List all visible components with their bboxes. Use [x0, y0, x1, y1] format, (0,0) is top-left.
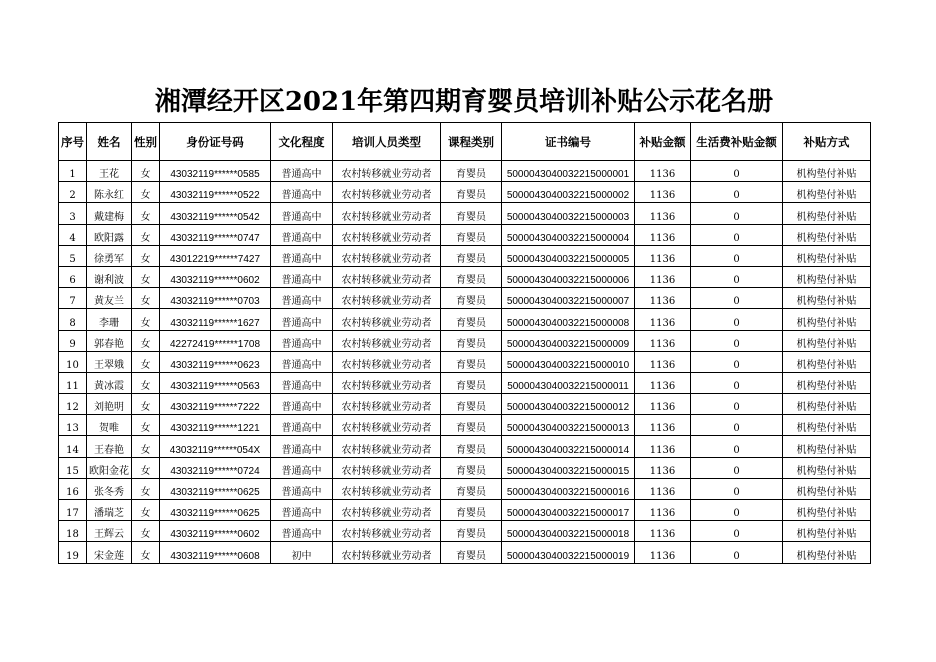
cell-id: 43032119******0625: [160, 500, 271, 521]
cell-trainee-type: 农村转移就业劳动者: [333, 245, 441, 266]
cell-seq: 6: [59, 266, 87, 287]
cell-name: 欧阳露: [87, 224, 132, 245]
cell-seq: 18: [59, 521, 87, 542]
cell-gender: 女: [132, 500, 160, 521]
cell-gender: 女: [132, 542, 160, 563]
cell-living: 0: [691, 415, 783, 436]
table-row: [59, 394, 871, 415]
header-education: 文化程度: [271, 123, 333, 161]
cell-trainee-type: 农村转移就业劳动者: [333, 457, 441, 478]
cell-method: 机构垫付补贴: [783, 542, 871, 563]
cell-method: 机构垫付补贴: [783, 478, 871, 499]
cell-living: 0: [691, 372, 783, 393]
table-row: [59, 478, 871, 499]
cell-trainee-type: 农村转移就业劳动者: [333, 415, 441, 436]
cell-seq: 3: [59, 203, 87, 224]
cell-method: 机构垫付补贴: [783, 351, 871, 372]
cell-method: 机构垫付补贴: [783, 203, 871, 224]
cell-subsidy: 1136: [635, 478, 691, 499]
cell-course: 育婴员: [441, 203, 502, 224]
cell-education: 普通高中: [271, 266, 333, 287]
cell-method: 机构垫付补贴: [783, 457, 871, 478]
cell-id: 43032119******7222: [160, 394, 271, 415]
header-row: [59, 123, 871, 161]
cell-trainee-type: 农村转移就业劳动者: [333, 351, 441, 372]
cell-seq: 15: [59, 457, 87, 478]
table-row: [59, 372, 871, 393]
cell-subsidy: 1136: [635, 309, 691, 330]
cell-living: 0: [691, 521, 783, 542]
cell-education: 普通高中: [271, 245, 333, 266]
cell-living: 0: [691, 436, 783, 457]
cell-name: 戴建梅: [87, 203, 132, 224]
cell-education: 普通高中: [271, 415, 333, 436]
cell-education: 普通高中: [271, 309, 333, 330]
header-trainee-type: 培训人员类型: [333, 123, 441, 161]
cell-cert: 5000043040032215000002: [502, 182, 635, 203]
cell-course: 育婴员: [441, 542, 502, 563]
cell-gender: 女: [132, 161, 160, 182]
cell-subsidy: 1136: [635, 394, 691, 415]
cell-name: 陈永红: [87, 182, 132, 203]
cell-living: 0: [691, 330, 783, 351]
cell-gender: 女: [132, 457, 160, 478]
header-gender: 性别: [132, 123, 160, 161]
cell-seq: 4: [59, 224, 87, 245]
cell-trainee-type: 农村转移就业劳动者: [333, 288, 441, 309]
cell-living: 0: [691, 478, 783, 499]
cell-gender: 女: [132, 224, 160, 245]
cell-trainee-type: 农村转移就业劳动者: [333, 521, 441, 542]
table-row: [59, 182, 871, 203]
cell-cert: 5000043040032215000011: [502, 372, 635, 393]
cell-method: 机构垫付补贴: [783, 372, 871, 393]
cell-living: 0: [691, 394, 783, 415]
cell-trainee-type: 农村转移就业劳动者: [333, 161, 441, 182]
header-name: 姓名: [87, 123, 132, 161]
table-row: [59, 500, 871, 521]
cell-living: 0: [691, 182, 783, 203]
table-row: [59, 415, 871, 436]
cell-method: 机构垫付补贴: [783, 245, 871, 266]
cell-seq: 12: [59, 394, 87, 415]
cell-seq: 10: [59, 351, 87, 372]
cell-living: 0: [691, 288, 783, 309]
cell-course: 育婴员: [441, 309, 502, 330]
table-row: [59, 330, 871, 351]
cell-seq: 5: [59, 245, 87, 266]
cell-trainee-type: 农村转移就业劳动者: [333, 224, 441, 245]
cell-trainee-type: 农村转移就业劳动者: [333, 203, 441, 224]
cell-name: 王辉云: [87, 521, 132, 542]
cell-id: 43032119******0602: [160, 521, 271, 542]
cell-cert: 5000043040032215000014: [502, 436, 635, 457]
cell-living: 0: [691, 245, 783, 266]
table-row: [59, 266, 871, 287]
cell-id: 43032119******0602: [160, 266, 271, 287]
cell-living: 0: [691, 351, 783, 372]
table-row: [59, 436, 871, 457]
header-id: 身份证号码: [160, 123, 271, 161]
cell-method: 机构垫付补贴: [783, 330, 871, 351]
cell-subsidy: 1136: [635, 372, 691, 393]
cell-method: 机构垫付补贴: [783, 309, 871, 330]
cell-method: 机构垫付补贴: [783, 224, 871, 245]
cell-name: 郭春艳: [87, 330, 132, 351]
cell-subsidy: 1136: [635, 182, 691, 203]
cell-method: 机构垫付补贴: [783, 415, 871, 436]
table-row: [59, 521, 871, 542]
cell-subsidy: 1136: [635, 224, 691, 245]
cell-education: 普通高中: [271, 478, 333, 499]
cell-cert: 5000043040032215000018: [502, 521, 635, 542]
table-row: [59, 457, 871, 478]
cell-subsidy: 1136: [635, 266, 691, 287]
cell-method: 机构垫付补贴: [783, 521, 871, 542]
cell-subsidy: 1136: [635, 203, 691, 224]
cell-education: 普通高中: [271, 394, 333, 415]
cell-course: 育婴员: [441, 224, 502, 245]
table-row: [59, 245, 871, 266]
cell-cert: 5000043040032215000010: [502, 351, 635, 372]
cell-subsidy: 1136: [635, 436, 691, 457]
table-row: [59, 351, 871, 372]
cell-id: 43032119******0563: [160, 372, 271, 393]
cell-seq: 11: [59, 372, 87, 393]
cell-name: 黄友兰: [87, 288, 132, 309]
cell-course: 育婴员: [441, 500, 502, 521]
table-row: [59, 542, 871, 563]
cell-subsidy: 1136: [635, 161, 691, 182]
cell-subsidy: 1136: [635, 500, 691, 521]
table-row: [59, 288, 871, 309]
cell-cert: 5000043040032215000019: [502, 542, 635, 563]
cell-living: 0: [691, 309, 783, 330]
table-row: [59, 203, 871, 224]
cell-method: 机构垫付补贴: [783, 394, 871, 415]
header-seq: 序号: [59, 123, 87, 161]
cell-course: 育婴员: [441, 330, 502, 351]
cell-name: 黄冰霞: [87, 372, 132, 393]
cell-gender: 女: [132, 372, 160, 393]
page-title: 湘潭经开区2021年第四期育婴员培训补贴公示花名册: [154, 87, 774, 117]
cell-name: 潘瑞芝: [87, 500, 132, 521]
cell-seq: 19: [59, 542, 87, 563]
cell-seq: 16: [59, 478, 87, 499]
cell-gender: 女: [132, 182, 160, 203]
cell-living: 0: [691, 266, 783, 287]
header-living: 生活费补贴金额: [691, 123, 783, 161]
cell-id: 42272419******1708: [160, 330, 271, 351]
cell-id: 43032119******0585: [160, 161, 271, 182]
cell-cert: 5000043040032215000003: [502, 203, 635, 224]
cell-trainee-type: 农村转移就业劳动者: [333, 266, 441, 287]
cell-gender: 女: [132, 351, 160, 372]
cell-course: 育婴员: [441, 521, 502, 542]
cell-id: 43032119******0608: [160, 542, 271, 563]
cell-living: 0: [691, 161, 783, 182]
cell-gender: 女: [132, 521, 160, 542]
cell-education: 普通高中: [271, 288, 333, 309]
cell-method: 机构垫付补贴: [783, 500, 871, 521]
cell-name: 谢利波: [87, 266, 132, 287]
cell-education: 普通高中: [271, 224, 333, 245]
cell-name: 王春艳: [87, 436, 132, 457]
cell-living: 0: [691, 500, 783, 521]
cell-education: 普通高中: [271, 182, 333, 203]
cell-id: 43032119******0522: [160, 182, 271, 203]
cell-gender: 女: [132, 330, 160, 351]
cell-trainee-type: 农村转移就业劳动者: [333, 500, 441, 521]
cell-cert: 5000043040032215000017: [502, 500, 635, 521]
cell-course: 育婴员: [441, 372, 502, 393]
cell-name: 刘艳明: [87, 394, 132, 415]
cell-seq: 9: [59, 330, 87, 351]
header-cert: 证书编号: [502, 123, 635, 161]
cell-education: 普通高中: [271, 457, 333, 478]
cell-course: 育婴员: [441, 182, 502, 203]
cell-gender: 女: [132, 245, 160, 266]
cell-method: 机构垫付补贴: [783, 182, 871, 203]
cell-education: 普通高中: [271, 330, 333, 351]
cell-gender: 女: [132, 288, 160, 309]
cell-course: 育婴员: [441, 457, 502, 478]
header-subsidy: 补贴金额: [635, 123, 691, 161]
cell-id: 43032119******1221: [160, 415, 271, 436]
roster-body: [59, 161, 871, 564]
cell-subsidy: 1136: [635, 245, 691, 266]
cell-id: 43032119******0542: [160, 203, 271, 224]
cell-course: 育婴员: [441, 394, 502, 415]
table-row: [59, 161, 871, 182]
cell-gender: 女: [132, 415, 160, 436]
cell-cert: 5000043040032215000015: [502, 457, 635, 478]
cell-gender: 女: [132, 203, 160, 224]
cell-cert: 5000043040032215000006: [502, 266, 635, 287]
cell-subsidy: 1136: [635, 415, 691, 436]
cell-subsidy: 1136: [635, 288, 691, 309]
cell-education: 普通高中: [271, 521, 333, 542]
cell-gender: 女: [132, 266, 160, 287]
cell-course: 育婴员: [441, 436, 502, 457]
cell-trainee-type: 农村转移就业劳动者: [333, 436, 441, 457]
cell-cert: 5000043040032215000001: [502, 161, 635, 182]
cell-id: 43032119******0747: [160, 224, 271, 245]
table-row: [59, 224, 871, 245]
cell-cert: 5000043040032215000008: [502, 309, 635, 330]
cell-id: 43032119******1627: [160, 309, 271, 330]
cell-id: 43012219******7427: [160, 245, 271, 266]
cell-name: 张冬秀: [87, 478, 132, 499]
cell-trainee-type: 农村转移就业劳动者: [333, 372, 441, 393]
cell-cert: 5000043040032215000016: [502, 478, 635, 499]
cell-name: 王翠娥: [87, 351, 132, 372]
cell-subsidy: 1136: [635, 351, 691, 372]
header-method: 补贴方式: [783, 123, 871, 161]
cell-name: 欧阳金花: [87, 457, 132, 478]
cell-trainee-type: 农村转移就业劳动者: [333, 182, 441, 203]
cell-course: 育婴员: [441, 288, 502, 309]
cell-education: 普通高中: [271, 500, 333, 521]
cell-trainee-type: 农村转移就业劳动者: [333, 478, 441, 499]
cell-trainee-type: 农村转移就业劳动者: [333, 309, 441, 330]
cell-living: 0: [691, 542, 783, 563]
cell-education: 普通高中: [271, 351, 333, 372]
cell-seq: 13: [59, 415, 87, 436]
cell-cert: 5000043040032215000004: [502, 224, 635, 245]
cell-education: 普通高中: [271, 161, 333, 182]
cell-name: 贺唯: [87, 415, 132, 436]
cell-cert: 5000043040032215000007: [502, 288, 635, 309]
roster-table: [58, 122, 871, 564]
cell-course: 育婴员: [441, 161, 502, 182]
cell-method: 机构垫付补贴: [783, 436, 871, 457]
cell-name: 李珊: [87, 309, 132, 330]
cell-subsidy: 1136: [635, 521, 691, 542]
cell-subsidy: 1136: [635, 330, 691, 351]
cell-education: 普通高中: [271, 436, 333, 457]
cell-name: 徐勇军: [87, 245, 132, 266]
cell-education: 普通高中: [271, 372, 333, 393]
cell-seq: 1: [59, 161, 87, 182]
cell-name: 宋金莲: [87, 542, 132, 563]
cell-course: 育婴员: [441, 266, 502, 287]
cell-name: 王花: [87, 161, 132, 182]
cell-method: 机构垫付补贴: [783, 266, 871, 287]
cell-living: 0: [691, 457, 783, 478]
cell-id: 43032119******0623: [160, 351, 271, 372]
cell-gender: 女: [132, 436, 160, 457]
cell-course: 育婴员: [441, 245, 502, 266]
cell-course: 育婴员: [441, 478, 502, 499]
cell-cert: 5000043040032215000009: [502, 330, 635, 351]
cell-gender: 女: [132, 478, 160, 499]
cell-living: 0: [691, 224, 783, 245]
cell-course: 育婴员: [441, 415, 502, 436]
cell-seq: 2: [59, 182, 87, 203]
cell-seq: 8: [59, 309, 87, 330]
cell-seq: 7: [59, 288, 87, 309]
cell-gender: 女: [132, 394, 160, 415]
cell-id: 43032119******0724: [160, 457, 271, 478]
cell-method: 机构垫付补贴: [783, 288, 871, 309]
cell-subsidy: 1136: [635, 457, 691, 478]
cell-id: 43032119******0625: [160, 478, 271, 499]
cell-trainee-type: 农村转移就业劳动者: [333, 542, 441, 563]
cell-seq: 17: [59, 500, 87, 521]
cell-trainee-type: 农村转移就业劳动者: [333, 330, 441, 351]
cell-course: 育婴员: [441, 351, 502, 372]
cell-living: 0: [691, 203, 783, 224]
cell-trainee-type: 农村转移就业劳动者: [333, 394, 441, 415]
cell-seq: 14: [59, 436, 87, 457]
cell-gender: 女: [132, 309, 160, 330]
cell-cert: 5000043040032215000005: [502, 245, 635, 266]
cell-cert: 5000043040032215000012: [502, 394, 635, 415]
table-row: [59, 309, 871, 330]
cell-cert: 5000043040032215000013: [502, 415, 635, 436]
cell-education: 初中: [271, 542, 333, 563]
cell-education: 普通高中: [271, 203, 333, 224]
cell-id: 43032119******054X: [160, 436, 271, 457]
header-course: 课程类别: [441, 123, 502, 161]
cell-id: 43032119******0703: [160, 288, 271, 309]
cell-subsidy: 1136: [635, 542, 691, 563]
cell-method: 机构垫付补贴: [783, 161, 871, 182]
